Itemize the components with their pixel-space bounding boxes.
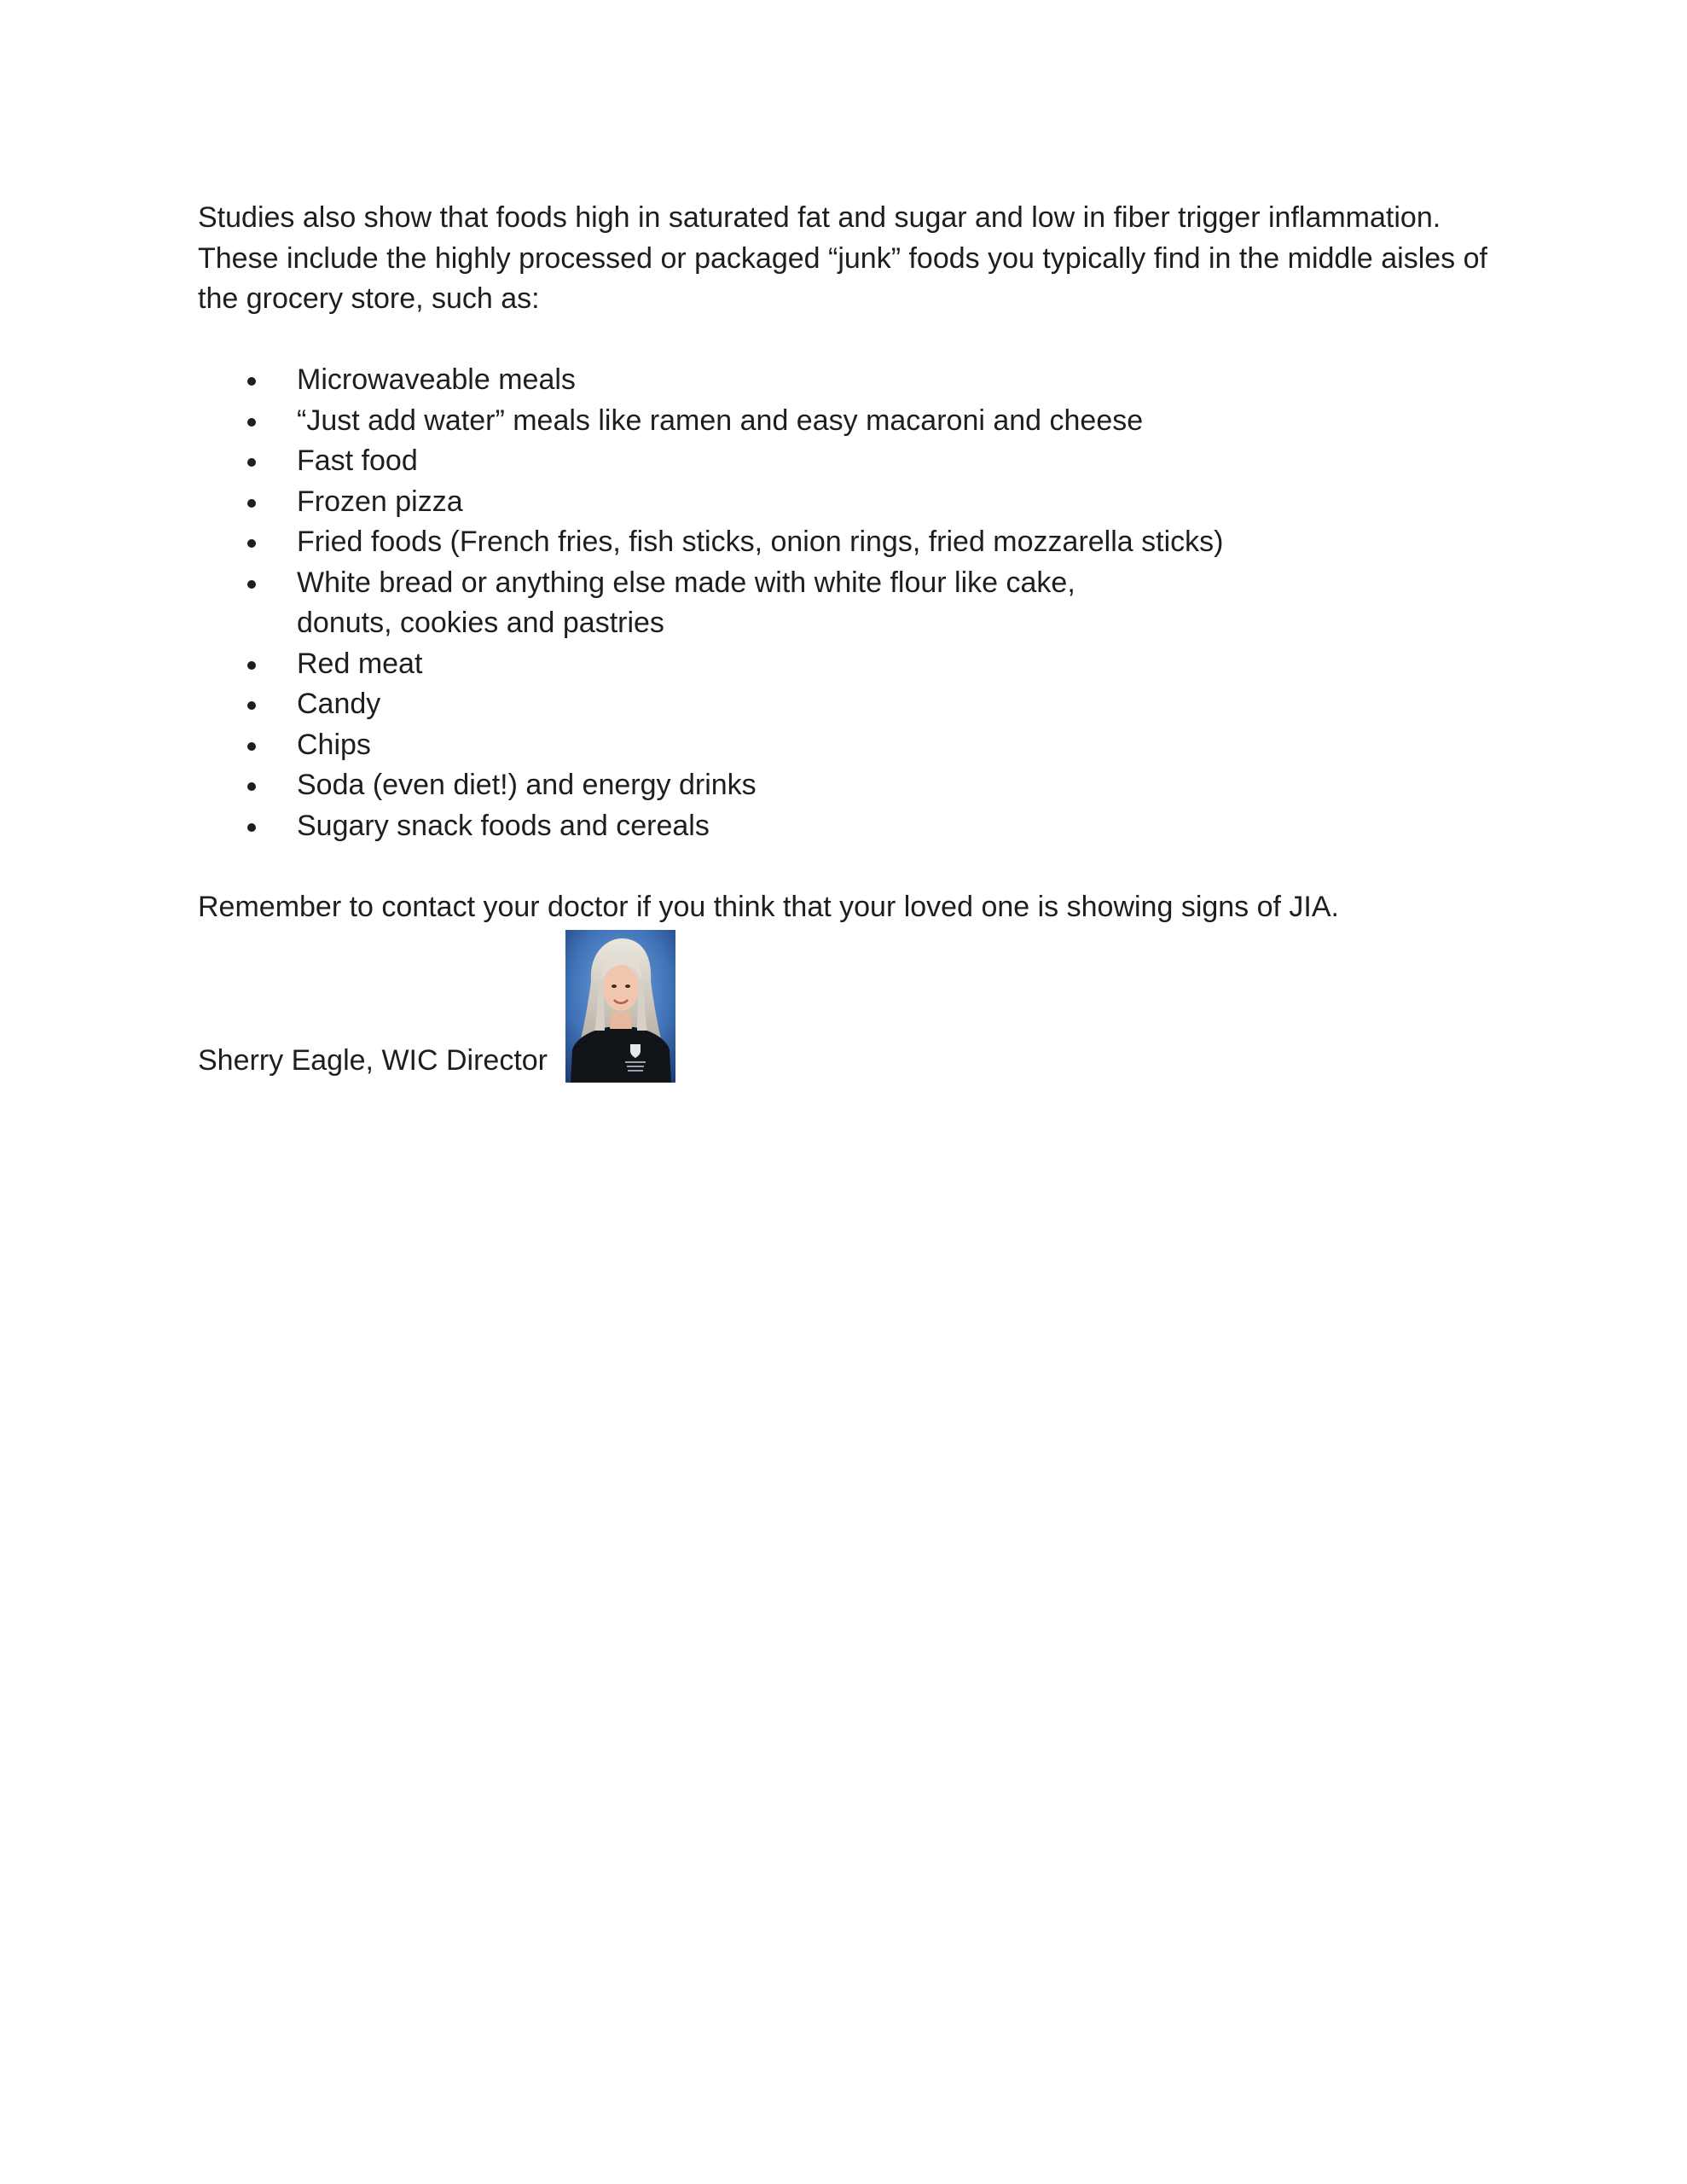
list-item: Chips [198, 725, 1494, 766]
list-item: Sugary snack foods and cereals [198, 806, 1494, 847]
document-body [198, 198, 1494, 1081]
list-item: Candy [198, 684, 1494, 725]
signature-block [198, 927, 1494, 1081]
bullet-icon [247, 418, 256, 427]
bullet-icon [247, 782, 256, 791]
list-item: Fast food [198, 441, 1494, 482]
list-item: Soda (even diet!) and energy drinks [198, 765, 1494, 806]
junk-food-list [198, 360, 1494, 846]
list-item: Frozen pizza [198, 482, 1494, 523]
list-item: “Just add water” meals like ramen and easy macaroni and cheese [198, 401, 1494, 442]
portrait-image [565, 930, 675, 1083]
intro-paragraph: Studies also show that foods high in saturated fat and sugar and low in fiber trigger inflammation. These include the highly processed or packaged “junk” foods you typically find in the middle aisles of the grocery store, such as: [198, 201, 1487, 315]
bullet-icon [247, 580, 256, 589]
list-item: Microwaveable meals [198, 360, 1494, 401]
bullet-icon [247, 701, 256, 710]
bullet-icon [247, 499, 256, 508]
bullet-icon [247, 377, 256, 386]
signature-name: Sherry Eagle, WIC Director [198, 1043, 548, 1077]
list-item: White bread or anything else made with white flour like cake, donuts, cookies and pastries [198, 563, 1494, 644]
director-portrait [565, 930, 675, 1083]
bullet-icon [247, 539, 256, 548]
bullet-icon [247, 823, 256, 832]
closing-paragraph: Remember to contact your doctor if you think that your loved one is showing signs of JIA. [198, 890, 1340, 923]
bullet-icon [247, 458, 256, 467]
bullet-icon [247, 742, 256, 751]
list-item: Fried foods (French fries, fish sticks, onion rings, fried mozzarella sticks) [198, 522, 1494, 563]
bullet-icon [247, 661, 256, 670]
list-item: Red meat [198, 644, 1494, 685]
